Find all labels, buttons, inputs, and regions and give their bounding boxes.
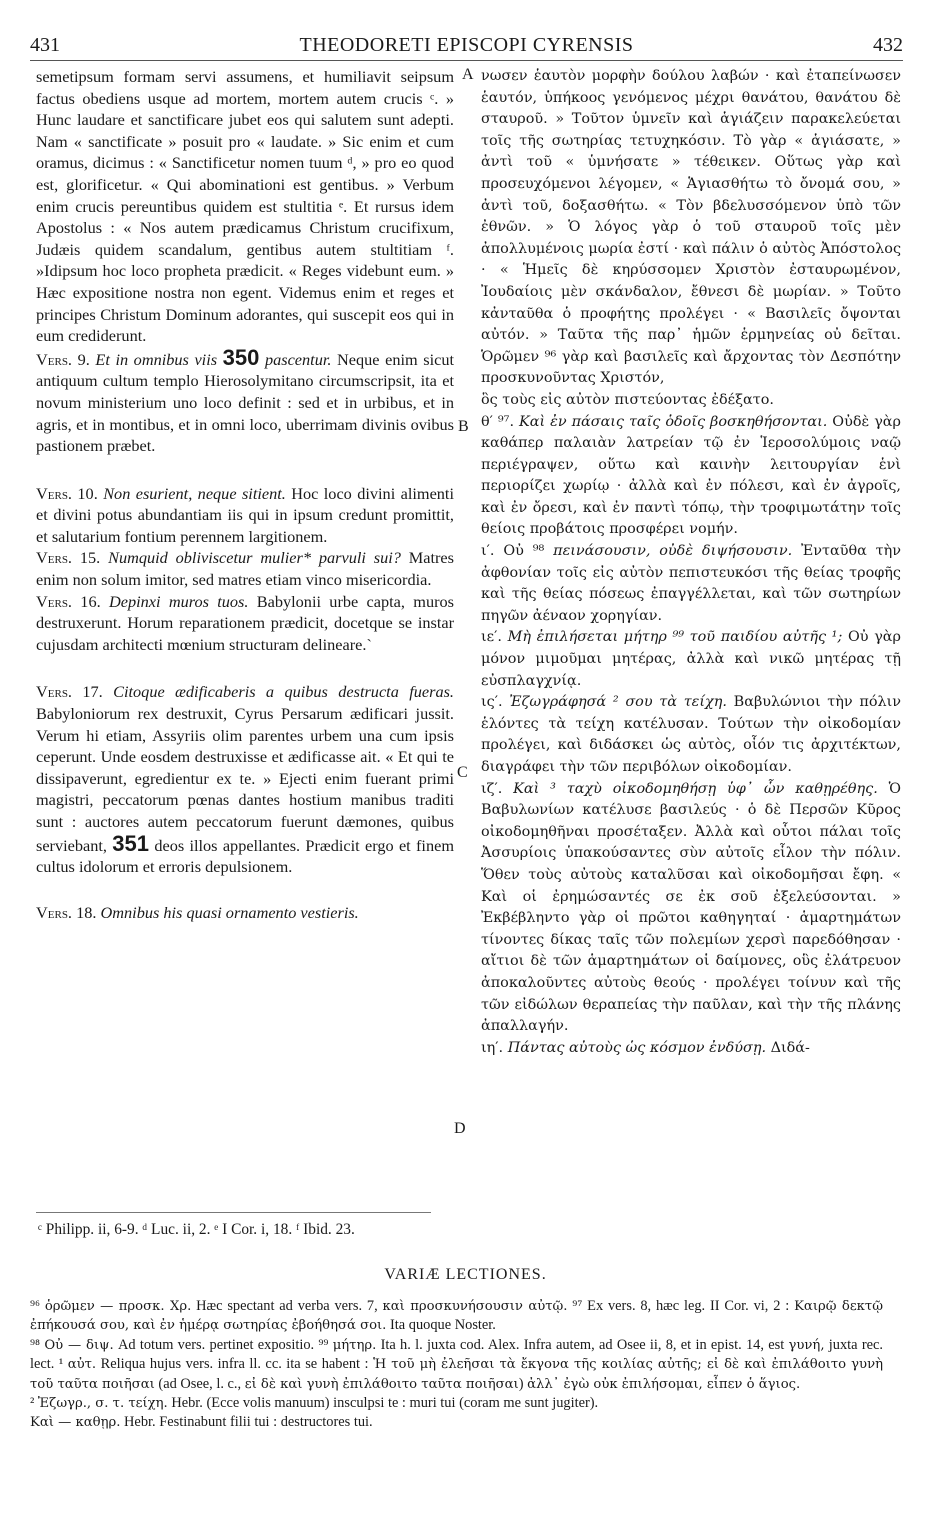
variae-lectiones-heading: VARIÆ LECTIONES. bbox=[384, 1266, 547, 1283]
verse-lemma: Ἐζωγράφησά ² σου τὰ τείχη. bbox=[509, 694, 727, 711]
variant-text: Ita h. l. juxta cod. Alex. Infra autem, ad Osee ii, 8, et in epist. 14, est bbox=[376, 1336, 789, 1353]
verse-label: ιη′. bbox=[481, 1039, 504, 1056]
latin-verse-18 bbox=[36, 902, 454, 924]
verse-label: Vers. 9. bbox=[36, 349, 90, 369]
variant-greek: καὶ προσκυνήσουσιν αὐτῷ. bbox=[382, 1299, 568, 1314]
variant-text: Ad totum vers. pertinet expositio. ⁹⁹ bbox=[113, 1336, 333, 1353]
verse-label: θ′ ⁹⁷. bbox=[481, 413, 515, 430]
variant-greek: Καὶ — καθῃρ. bbox=[30, 1415, 121, 1431]
verse-text: Βαβυλώνιοι τὴν πόλιν ἑλόντες τὰ τείχη κατέλυσαν. Τούτων τὴν οἰκοδομίαν προλέγει, καὶ διδάσκει ὡς αὐτὸς, οἷόν τις ἀρχιτέκτων, διαγράφει τὴν τῶν περιβόλων οἰκοδομίαν. bbox=[481, 694, 901, 775]
verse-text: Ἐνταῦθα τὴν ἀφθονίαν τοῖς εἰς αὐτὸν πεπιστευκόσι τῆς θείας τροφῆς καὶ τῆς θείας πόσεως ἐπαγγέλλεται, καὶ τῶν σωτηρίων πηγῶν ἀέναον χορηγίαν. bbox=[481, 543, 902, 624]
verse-text: Babylonii urbe capta, muros destruxerunt. Horum reparationem prædicit, docetque se instar cujusdam architecti mœnium structuram delineare.` bbox=[36, 591, 454, 654]
latin-verse-10 bbox=[36, 483, 454, 548]
variant-greek: αὐτ. bbox=[67, 1357, 97, 1373]
variae-lectiones bbox=[30, 1297, 883, 1433]
variant-text: juxta rec. lect. ¹ bbox=[30, 1336, 883, 1373]
variant-text: ⁹⁶ bbox=[30, 1298, 45, 1314]
header-rule bbox=[30, 60, 903, 61]
verse-label: Vers. 17. bbox=[36, 682, 103, 702]
page-number-right: 432 bbox=[873, 34, 903, 56]
latin-verse-9 bbox=[36, 344, 455, 457]
footnote-rule bbox=[36, 1212, 431, 1213]
variant-text: ² bbox=[30, 1395, 38, 1412]
verse-lemma: πεινάσουσιν, οὐδὲ διψήσουσιν. bbox=[553, 543, 793, 560]
greek-verse-15 bbox=[481, 627, 901, 692]
variant-line bbox=[30, 1394, 883, 1413]
verse-text: Οὐδὲ γὰρ καθάπερ παλαιὰν λατρείαν τῷ ἐν Ἱεροσολύμοις ναῷ περιέγραψεν, οὕτω καὶ καινὴν λειτουργίαν ἑνὶ περιορίζει χωρίῳ · ἀλλὰ καὶ ἐν πόλεσι, καὶ ἐν ἀγροῖς, καὶ ἐν ὄρεσι, καὶ ἐν παντὶ τόπῳ, τὴν τροφιμωτάτην τοῖς θείοις προβάτοις προσφέρει νομήν. bbox=[481, 413, 901, 538]
margin-marker-c: C bbox=[457, 764, 468, 781]
greek-column bbox=[481, 66, 901, 1059]
latin-verse-16 bbox=[36, 591, 454, 656]
variant-greek: μήτηρ. bbox=[332, 1337, 377, 1353]
verse-text: Hoc loco divini alimenti et divini potus abundantiam iis qui in ipsum credunt promittit, et salutarium fontium perennem largitionem. bbox=[36, 483, 454, 546]
verse-text: Οὐ γὰρ μόνον μιμοῦμαι μητέρας, ἀλλὰ καὶ νικῶ μητέρας τῇ εὐσπλαγχνίᾳ. bbox=[481, 629, 901, 689]
verse-lemma: Μὴ ἐπιλήσεται μήτηρ ⁹⁹ τοῦ παιδίου αὐτῆς ¹; bbox=[507, 629, 843, 646]
greek-paragraph: νωσεν ἑαυτὸν μορφὴν δούλου λαβών · καὶ ἐταπείνωσεν ἑαυτόν, ὑπήκοος γενόμενος μέχρι θανάτου, θανάτου δὲ σταυροῦ. » Τοῦτον ὑμνεῖν καὶ ἁγιάζειν παρακελεύεται τοῖς τῆς σωτηρίας τετυχηκόσιν. Τὸ γὰρ « ἁγιάσατε, » ἀντὶ τοῦ « ὑμνήσατε » τέθεικεν. Οὕτως γὰρ καὶ προσευχόμενοι λέγομεν, « Ἁγιασθήτω τὸ ὄνομά σου, » ἀντὶ τοῦ, δοξασθήτω. « Τὸν βδελυσσόμενον ὑπὸ τῶν ἐθνῶν. » Ὁ λόγος γὰρ ὁ τοῦ σταυροῦ τοῖς μὲν ἀπολλυμένοις μωρία ἐστί · καὶ πάλιν ὁ αὐτὸς Ἀπόστολος · « Ἡμεῖς δὲ κηρύσσομεν Χριστὸν ἐσταυρωμένον, Ἰουδαίοις μὲν σκάνδαλον, ἔθνεσι δὲ μωρίαν. » Τοῦτο κἀνταῦθα ὁ προφήτης προλέγει · « Βασιλεῖς ὄψονται αὐτόν. » Ταῦτα τῆς παρ᾽ ἡμῶν ἑρμηνείας οὐ δεῖται. Ὁρῶμεν ⁹⁶ γὰρ καὶ βασιλεῖς καὶ ἄρχοντας τὸν Δεσπότην προσκυνοῦντας Χριστόν, bbox=[481, 68, 901, 387]
verse-label: Vers. 15. bbox=[36, 548, 101, 568]
variant-text: Hæc spectant ad verba vers. 7, bbox=[191, 1298, 383, 1314]
variant-text: Ita quoque Noster. bbox=[386, 1317, 496, 1334]
verse-label: ις′. bbox=[481, 694, 503, 711]
variant-text: Reliqua hujus vers. infra ll. cc. ita se habent : bbox=[96, 1356, 374, 1373]
footnotes: ᶜ Philipp. ii, 6-9. ᵈ Luc. ii, 2. ᵉ I Cor. i, 18. ᶠ Ibid. 23. bbox=[38, 1221, 355, 1238]
verse-label: ιε′. bbox=[481, 629, 502, 646]
variant-greek: ὁρῶμεν — προσκ. Χρ. bbox=[44, 1299, 192, 1314]
verse-text: deos illos appellantes. Prædicit ergo et finem cultus idolorum et erroris depulsionem. bbox=[36, 835, 454, 877]
greek-paragraph-end: ὃς τοὺς εἰς αὐτὸν πιστεύοντας ἐδέξατο. bbox=[481, 391, 774, 408]
verse-label: ι′. Οὐ ⁹⁸ bbox=[481, 543, 545, 560]
verse-label: Vers. 16. bbox=[36, 591, 101, 611]
verse-text: Ὁ Βαβυλωνίων κατέλυσε βασιλεύς · ὁ δὲ Περσῶν Κῦρος οἰκοδομηθῆναι προσέταξεν. Ἀλλὰ καὶ οὗτοι πάλαι τοῖς Ἀσσυρίοις ὑπακούσαντες σὺν αὐτοῖς εἷλον τὴν πόλιν. Ὅθεν τοὺς αὐτοὺς καταλῦσαι καὶ οἰκοδομῆσαι ἔφη. « Καὶ οἱ ἐρημώσαντές σε ἐκ σοῦ ἐξελεύσονται. » Ἐκβέβληντο γὰρ οἱ πρῶτοι καθηγηταί · ἁμαρτημάτων τίνοντες δίκας ταῖς τῶν πολεμίων χερσὶ παρεδόθησαν · αἴτιοι δὲ τῶν ἁμαρτημάτων οἱ δαίμονες, οὓς ἐλάτρευον ἀποκαλοῦντες αὐτοὺς θεούς · bbox=[481, 780, 902, 991]
margin-marker-d: D bbox=[454, 1120, 466, 1137]
verse-lemma: Citoque ædificaberis a quibus destructa fueras. bbox=[113, 682, 454, 702]
verse-lemma: Καὶ ³ ταχὺ οἰκοδομηθήσῃ ὑφ᾽ ὧν καθῃρέθης. bbox=[513, 780, 878, 797]
greek-verse-10 bbox=[481, 541, 901, 627]
variant-line bbox=[30, 1336, 883, 1394]
verse-lemma: Πάντας αὐτοὺς ὡς κόσμον ἐνδύσῃ. bbox=[507, 1039, 767, 1056]
margin-marker-a: A bbox=[462, 66, 474, 83]
variant-text: ⁹⁷ Ex vers. 8, hæc leg. II Cor. vi, 2 : bbox=[567, 1298, 795, 1314]
latin-paragraph: semetipsum formam servi assumens, et humiliavit seipsum factus obediens usque ad mortem, mortem autem crucis ᶜ. » Hunc laudare et sanctificare jubet eos qui salutem sunt adepti. Nam « sanctificate » posuit pro « laudate. » Sic enim et cum oramus, dicimus : « Sanctificetur nomen tuum ᵈ, » pro eo quod est, glorificetur. « Qui abominationi est gentibus. » Verbum enim crucis pereuntibus quidem est stultitia ᵉ. Et rursus idem Apostolus : « Nos autem prædicamus Christum crucifixum, Judæis quidem scandalum, gentibus autem stultitiam ᶠ. »Idipsum hoc loco propheta prædicit. « Reges videbunt eum. » Hæc expositione nostra non egent. Videmus enim et reges et principes Christum Dominum adorantes, qui suscepit eos qui in eum crediderunt. bbox=[36, 67, 454, 346]
verse-lemma: Numquid obliviscetur mulier* parvuli sui? bbox=[108, 548, 401, 568]
latin-column bbox=[36, 66, 454, 923]
verse-text: Neque enim sicut antiquum cultum templo Hierosolymitano circumscripsit, ita et novum ministerium uno loco definit : sed et in urbibus, et in agris, et in montibus, et in omni loco, uberrimam divinis ovibus pastionem præbet. bbox=[36, 349, 455, 456]
verse-text: Matres enim non solum imitor, sed matres etiam vinco misericordia. bbox=[36, 548, 454, 590]
variant-greek: εἰ δὲ καὶ γυνὴ ἐπιλάθοιτο ταῦτα ποιῆσαι bbox=[244, 1376, 519, 1392]
verse-text: προλέγει τοίνυν καὶ τῆς τῶν εἰδώλων θεραπείας τὴν παῦλαν, καὶ τὴν τῆς πλάνης ἀπαλλαγήν. bbox=[481, 974, 901, 1035]
variant-greek: ἀλλ᾽ ἐγὼ οὐκ ἐπιλήσομαι, εἶπεν ὁ ἅγιος. bbox=[527, 1376, 801, 1392]
verse-label: ιζ′. bbox=[481, 780, 503, 797]
greek-verse-18 bbox=[481, 1038, 901, 1060]
variant-line bbox=[30, 1297, 883, 1336]
variant-greek: Ἐζωγρ., σ. τ. τείχη. bbox=[37, 1396, 168, 1412]
verse-text: Babyloniorum rex destruxit, Cyrus Persarum ædificari jussit. Verum hi etiam, Assyriis olim parentes urbem una cum ipsis ceperunt. Unde eosdem destruxisse et ædificasse ait. « Et qui te dissipaverunt, egredientur ex te. » Ejecti enim fuerant primi magistri, peccatorum pœnas dantes hostium manibus traditi sunt : auctores autem peccatorum fuerunt dæmones, quibus serviebant, bbox=[36, 704, 454, 855]
variant-text: ⁹⁸ bbox=[30, 1336, 45, 1353]
greek-verse-9 bbox=[481, 412, 901, 542]
variant-greek: Καιρῷ δεκτῷ ἐπήκουσά σου, καὶ ἐν ἡμέρᾳ σωτηρίας ἐβοήθησά σοι. bbox=[30, 1299, 883, 1334]
verse-text: Διδά- bbox=[770, 1039, 810, 1056]
variant-greek: Οὐ — διψ. bbox=[44, 1337, 114, 1353]
latin-verse-17 bbox=[36, 681, 454, 877]
verse-lemma: Καὶ ἐν πάσαις ταῖς ὁδοῖς βοσκηθήσονται. bbox=[519, 413, 828, 430]
verse-label: Vers. 18. bbox=[36, 902, 97, 922]
verse-label: Vers. 10. bbox=[36, 483, 98, 503]
verse-lemma: Depinxi muros tuos. bbox=[108, 591, 249, 611]
latin-verse-15 bbox=[36, 547, 454, 590]
page-number-left: 431 bbox=[30, 34, 60, 56]
column-number: 350 bbox=[222, 344, 260, 370]
variant-line bbox=[30, 1413, 883, 1432]
variant-greek: γυνή, bbox=[788, 1337, 825, 1353]
variant-text: Hebr. Festinabunt filii tui : destructores tui. bbox=[120, 1414, 373, 1431]
margin-marker-b: B bbox=[458, 418, 469, 435]
variant-text: ) bbox=[518, 1375, 528, 1392]
greek-verse-17 bbox=[481, 779, 901, 1038]
verse-lemma: pascentur. bbox=[264, 349, 332, 369]
variant-text: (ad Osee, l. c., bbox=[154, 1375, 245, 1392]
greek-verse-16 bbox=[481, 692, 901, 778]
running-title: THEODORETI EPISCOPI CYRENSIS bbox=[299, 34, 634, 56]
variant-greek: Ἡ τοῦ μὴ ἐλεῆσαι τὰ ἔκγονα τῆς κοιλίας αὐτῆς; εἰ δὲ καὶ ἐπιλάθοιτο γυνὴ τοῦ ταῦτα ποιῆσαι bbox=[30, 1357, 883, 1392]
verse-lemma: Et in omnibus viis bbox=[95, 349, 218, 369]
column-number: 351 bbox=[112, 830, 150, 856]
variant-text: Hebr. (Ecce volis manuum) insculpsi te : muri tui (coram me sunt jugiter). bbox=[167, 1395, 599, 1412]
verse-lemma: Non esurient, neque sitient. bbox=[103, 483, 286, 503]
running-head bbox=[30, 34, 903, 58]
verse-lemma: Omnibus his quasi ornamento vestieris. bbox=[100, 902, 359, 922]
